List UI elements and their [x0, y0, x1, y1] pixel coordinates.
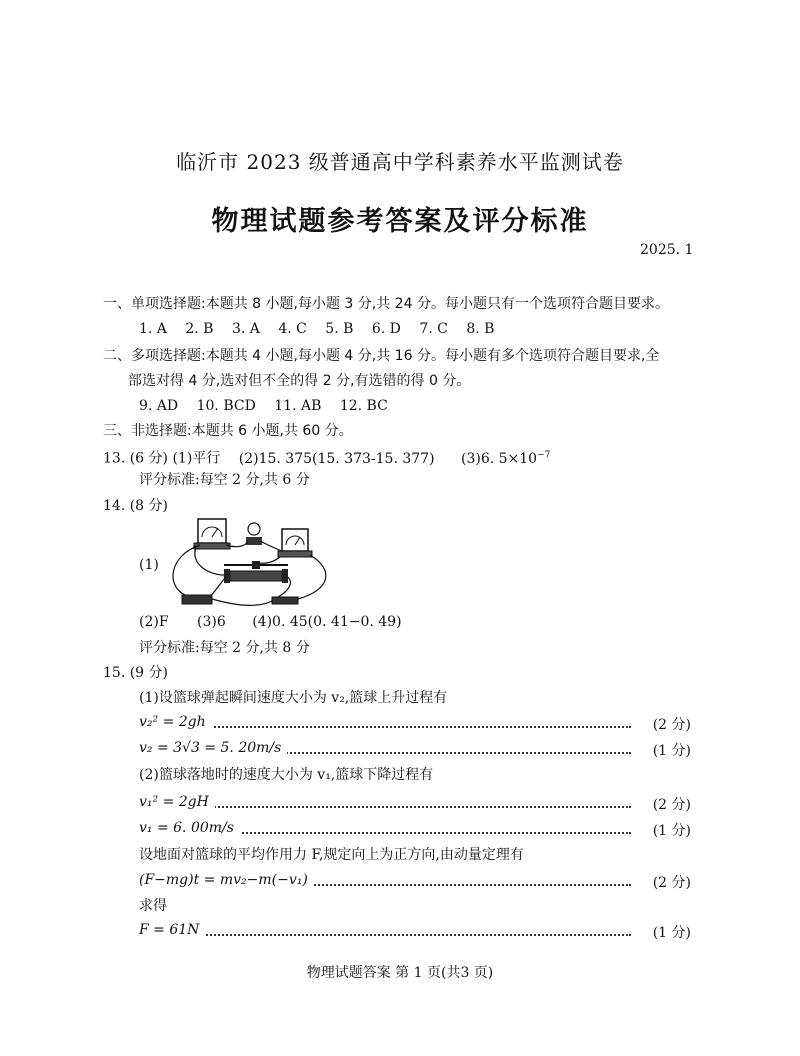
answer-item: 12. BC: [339, 398, 388, 414]
formula-row: [139, 820, 691, 838]
rheostat-icon: [230, 571, 282, 581]
formula: v₁² = 2gH: [139, 794, 215, 810]
q14-answer-3: (3)6: [197, 614, 226, 630]
q13-row: [103, 446, 550, 468]
q13-answer-3-exp: −7: [537, 450, 551, 460]
answer-title: 物理试题参考答案及评分标准: [211, 206, 589, 237]
q13-answer-3: [461, 451, 550, 467]
formula-row: [139, 872, 691, 890]
answer-item: 1. A: [139, 321, 167, 337]
battery-icon: [182, 595, 212, 604]
q13-answer-1: (1)平行: [172, 450, 221, 467]
answer-item: 5. B: [325, 321, 354, 337]
score: (2 分): [649, 714, 691, 734]
q14-part1-label: (1): [139, 557, 159, 573]
voltmeter-icon: [282, 529, 308, 551]
section2-heading-2: 部选对得 4 分,选对但不全的得 2 分,有选错的得 0 分。: [128, 373, 471, 389]
formula-row: [139, 714, 691, 732]
answer-item: 8. B: [466, 321, 495, 337]
answer-item: 11. AB: [274, 398, 322, 414]
section1-answers: [139, 321, 508, 337]
q15-text-3: 设地面对篮球的平均作用力 F,规定向上为正方向,由动量定理有: [139, 847, 524, 863]
q14-answer-4: (4)0. 45(0. 41−0. 49): [252, 614, 402, 630]
formula: v₂ = 3√3 = 5. 20m/s: [139, 740, 287, 756]
q15-text-2: (2)篮球落地时的速度大小为 v₁,篮球下降过程有: [139, 767, 434, 783]
exam-title: 临沂市 2023 级普通高中学科素养水平监测试卷: [176, 150, 624, 174]
score: (2 分): [649, 794, 691, 814]
q13-answer-3-base: (3)6. 5×10: [461, 450, 538, 467]
answer-item: 6. D: [371, 321, 401, 337]
section3-heading: 三、非选择题:本题共 6 小题,共 60 分。: [103, 423, 353, 439]
section1-heading: 一、单项选择题:本题共 8 小题,每小题 3 分,共 24 分。每小题只有一个选项符合题目要求。: [103, 296, 669, 312]
q14-scoring: 评分标准:每空 2 分,共 8 分: [139, 640, 310, 656]
page-footer: 物理试题答案 第 1 页(共3 页): [306, 965, 494, 981]
q14-label: 14. (8 分): [103, 498, 168, 514]
score: (1 分): [649, 740, 691, 760]
q13-answer-2: (2)15. 375(15. 373-15. 377): [238, 450, 435, 467]
section2-answers: [139, 398, 402, 414]
formula-row: [139, 922, 691, 940]
formula: v₁ = 6. 00m/s: [139, 820, 240, 836]
ammeter-icon: [198, 519, 226, 543]
q14-row: [139, 613, 402, 631]
formula: (F−mg)t = mv₂−m(−v₁): [139, 872, 314, 888]
q13-scoring: 评分标准:每空 2 分,共 6 分: [139, 472, 310, 488]
section2-heading-1: 二、多项选择题:本题共 4 小题,每小题 4 分,共 16 分。每小题有多个选项符合题目要求,全: [103, 348, 660, 364]
q13-label: 13. (6 分): [103, 450, 168, 467]
score: (1 分): [649, 820, 691, 840]
score: (2 分): [649, 872, 691, 892]
q15-text-4: 求得: [139, 898, 167, 914]
circuit-diagram: [160, 515, 340, 610]
answer-item: 3. A: [231, 321, 260, 337]
bulb-icon: [248, 523, 260, 535]
formula-row: [139, 794, 691, 812]
q15-label: 15. (9 分): [103, 665, 168, 681]
answer-item: 10. BCD: [196, 398, 256, 414]
answer-item: 2. B: [185, 321, 214, 337]
q14-answer-2: (2)F: [139, 614, 169, 630]
switch-icon: [272, 597, 298, 604]
answer-item: 7. C: [419, 321, 448, 337]
score: (1 分): [649, 922, 691, 942]
formula-row: [139, 740, 691, 758]
exam-date: 2025. 1: [640, 242, 694, 258]
answer-item: 4. C: [278, 321, 307, 337]
formula: F = 61N: [139, 922, 205, 938]
q15-text-1: (1)设篮球弹起瞬间速度大小为 v₂,篮球上升过程有: [139, 690, 448, 706]
answer-item: 9. AD: [139, 398, 179, 414]
formula: v₂² = 2gh: [139, 714, 212, 730]
